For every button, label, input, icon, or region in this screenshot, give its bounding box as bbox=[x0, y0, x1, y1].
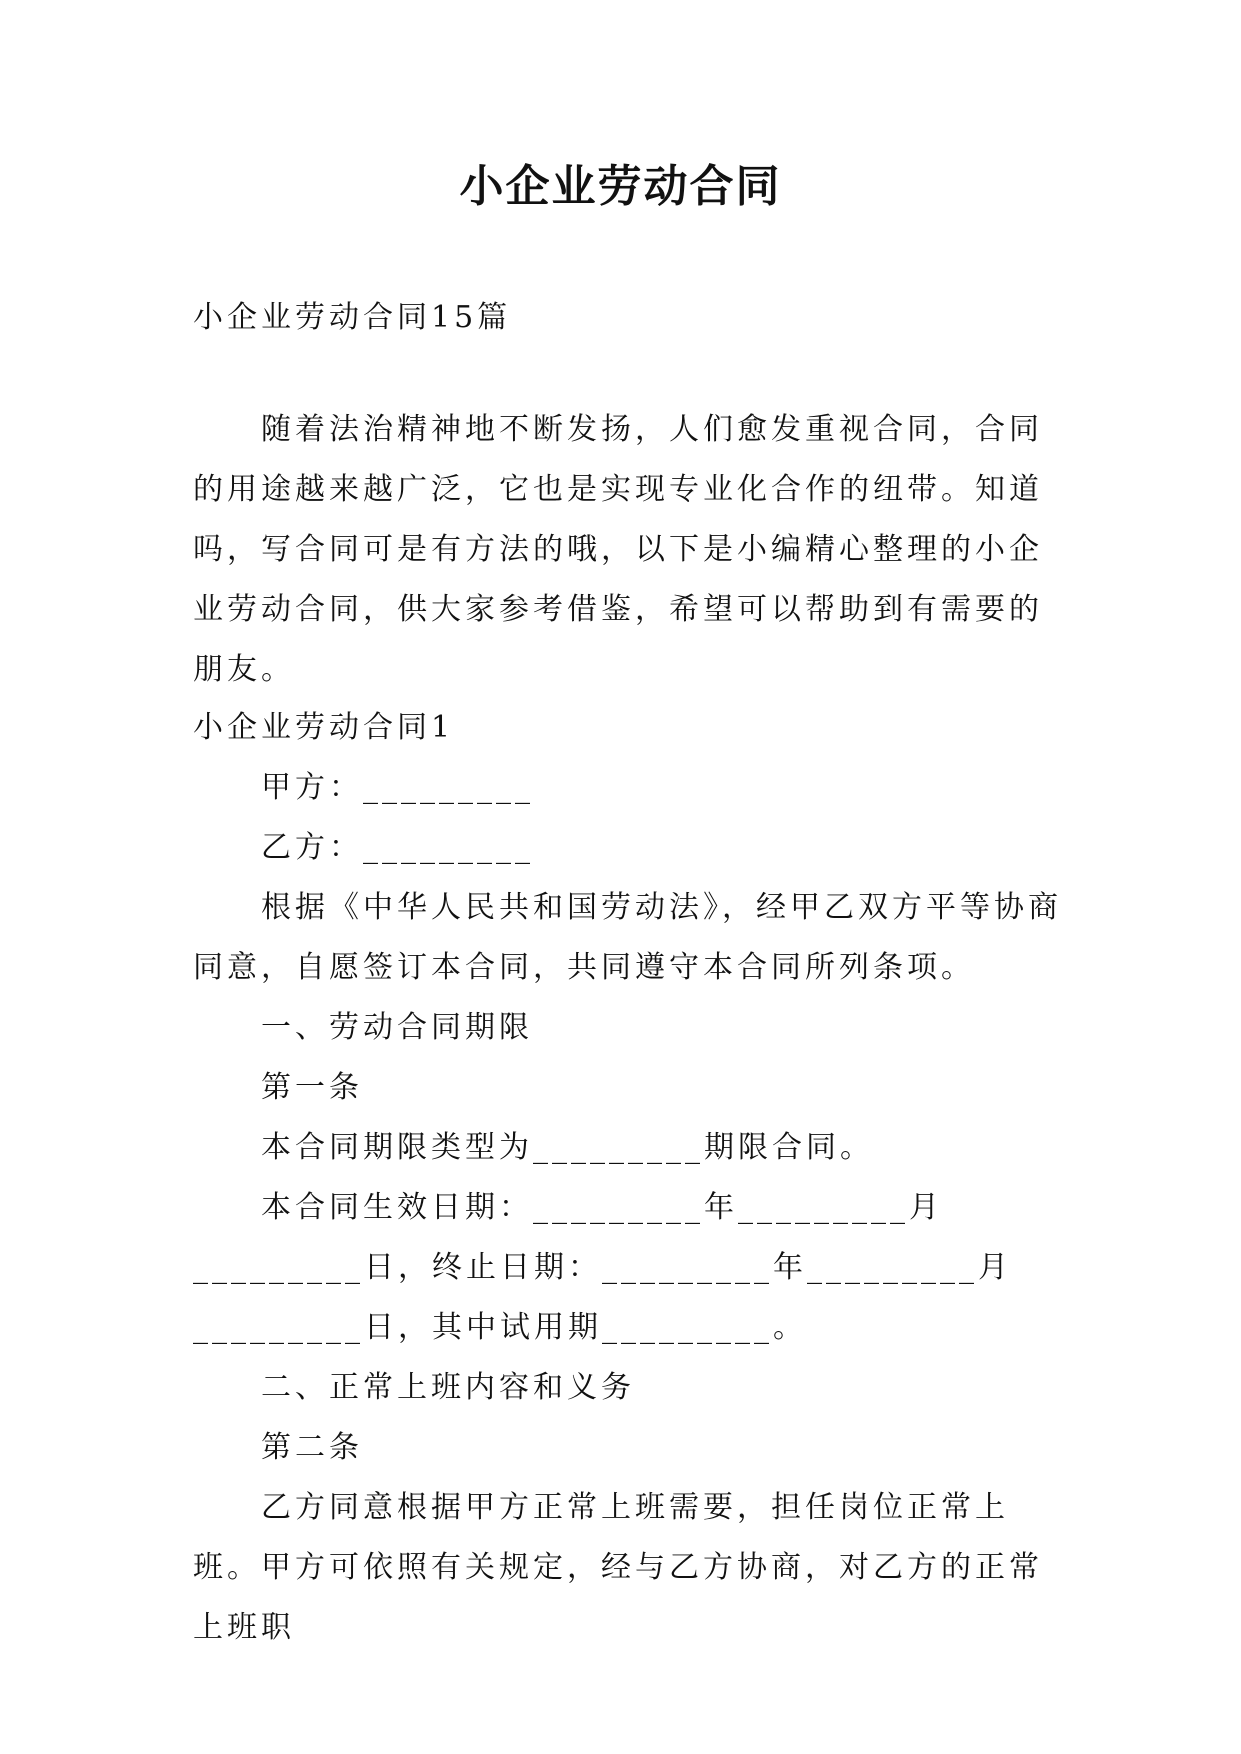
chapter-heading-term: 一、劳动合同期限 bbox=[261, 1010, 533, 1045]
chapter-heading-duties: 二、正常上班内容和义务 bbox=[261, 1370, 635, 1405]
article-heading-1: 第一条 bbox=[261, 1070, 363, 1105]
term-dates-paragraph: 本合同生效日期：_________年_________月_________日，终止日期：_________年_________月_________日，其中试用期_________。 bbox=[193, 1190, 1012, 1345]
article-heading-2: 第二条 bbox=[261, 1430, 363, 1465]
section-heading: 小企业劳动合同1 bbox=[193, 710, 455, 745]
basis-paragraph: 根据《中华人民共和国劳动法》，经甲乙双方平等协商同意，自愿签订本合同，共同遵守本合同所列条项。 bbox=[193, 890, 1062, 985]
term-type-paragraph: 本合同期限类型为_________期限合同。 bbox=[261, 1130, 874, 1165]
duties-paragraph: 乙方同意根据甲方正常上班需要，担任岗位正常上班。甲方可依照有关规定，经与乙方协商，对乙方的正常上班职 bbox=[193, 1490, 1043, 1645]
intro-paragraph: 随着法治精神地不断发扬，人们愈发重视合同，合同的用途越来越广泛，它也是实现专业化合作的纽带。知道吗，写合同可是有方法的哦，以下是小编精心整理的小企业劳动合同，供大家参考借鉴，希望可以帮助到有需要的朋友。 bbox=[193, 412, 1043, 687]
document-title: 小企业劳动合同 bbox=[459, 161, 782, 212]
contract-body bbox=[193, 698, 1063, 1658]
party-b-line: 乙方：_________ bbox=[261, 830, 534, 865]
document-subtitle: 小企业劳动合同15篇 bbox=[193, 300, 512, 335]
party-a-line: 甲方：_________ bbox=[261, 770, 534, 805]
